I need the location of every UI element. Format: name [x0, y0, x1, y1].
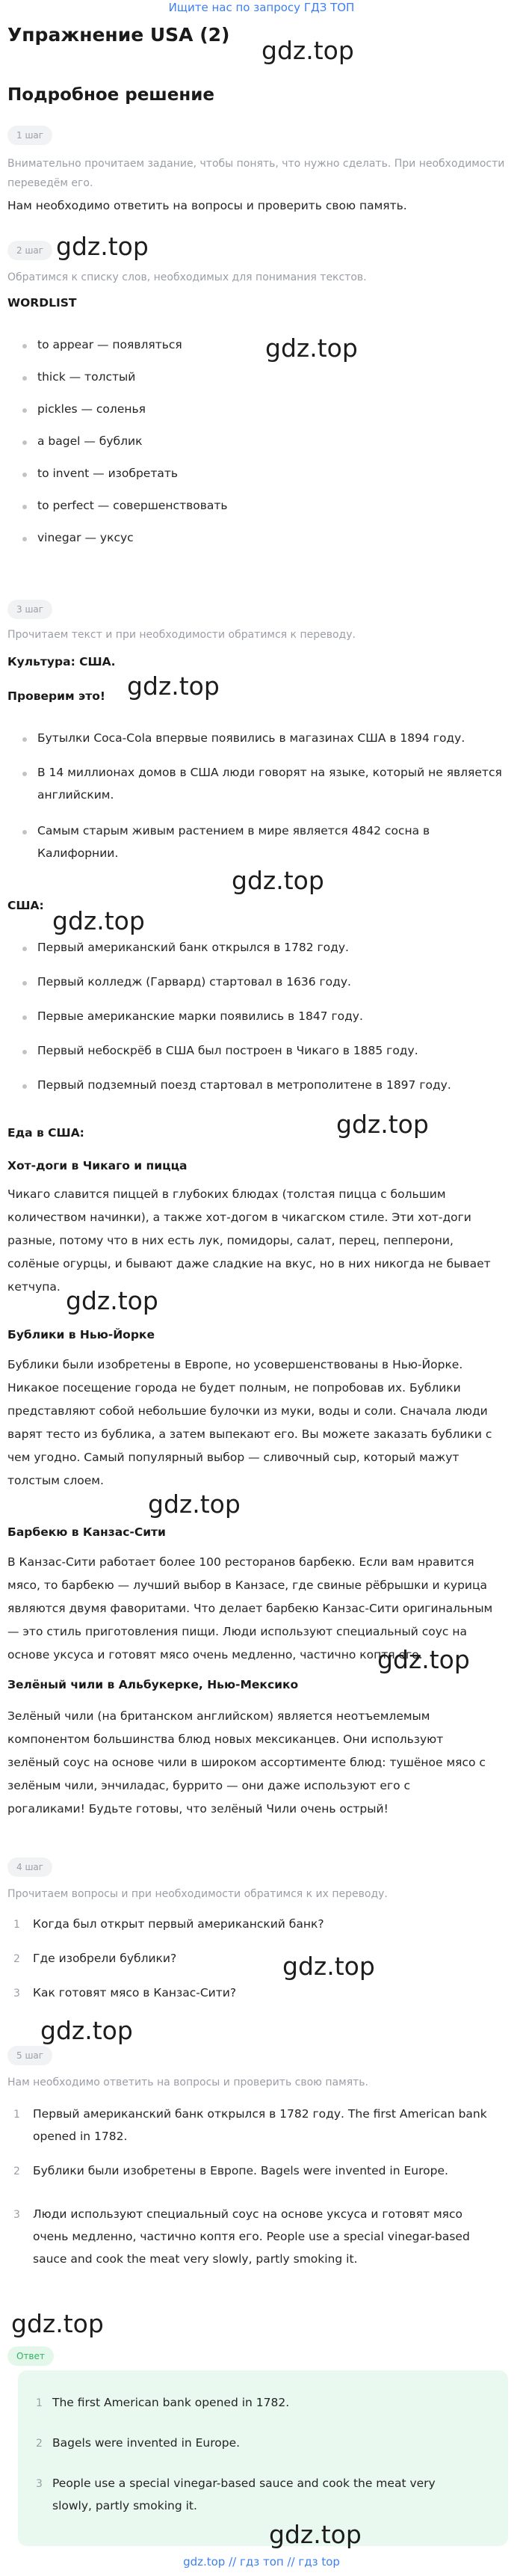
watermark: gdz.top — [148, 1490, 241, 1519]
step-instruction: переведём его. — [7, 177, 93, 189]
answer-number: 1 — [13, 2109, 20, 2121]
answer-line: opened in 1782. — [33, 2130, 128, 2143]
final-answer: slowly, partly smoking it. — [52, 2499, 197, 2512]
top-search-link[interactable]: Ищите нас по запросу ГДЗ ТОП — [168, 1, 355, 14]
bullet — [22, 440, 27, 445]
wordlist-item: to perfect — совершенствовать — [37, 499, 228, 512]
paragraph-line: основе уксуса и готовят мясо очень медленно, частично коптя его. — [7, 1648, 423, 1662]
answer-line: очень медленно, частично коптя его. People use a special vinegar-based — [33, 2230, 470, 2243]
watermark: gdz.top — [40, 2016, 133, 2045]
step-badge: 4 шаг — [7, 1857, 52, 1877]
watermark: gdz.top — [66, 1286, 158, 1315]
answer-badge: Ответ — [7, 2346, 54, 2366]
step-instruction: Нам необходимо ответить на вопросы и проверить свою память. — [7, 2077, 368, 2088]
answer-line: Люди используют специальный соус на основе уксуса и готовят мясо — [33, 2207, 462, 2221]
bagels-title: Бублики в Нью-Йорке — [7, 1328, 155, 1341]
step-instruction: Прочитаем текст и при необходимости обратимся к переводу. — [7, 629, 356, 641]
check-heading: Проверим это! — [7, 689, 105, 703]
bullet — [22, 772, 27, 776]
paragraph-line: Зелёный чили (на британском английском) является неотъемлемым — [7, 1709, 430, 1723]
paragraph-line: В Канзас-Сити работает более 100 ресторанов барбекю. Если вам нравится — [7, 1555, 474, 1569]
final-answer: People use a special vinegar-based sauce and cook the meat very — [52, 2477, 436, 2490]
step-badge: 1 шаг — [7, 126, 52, 145]
wordlist-item: pickles — соленья — [37, 402, 146, 416]
watermark: gdz.top — [11, 2309, 104, 2338]
culture-fact: Калифорнии. — [37, 846, 119, 860]
usa-item: Первый колледж (Гарвард) стартовал в 1636 году. — [37, 975, 351, 989]
step-badge: 5 шаг — [7, 2046, 52, 2065]
question: Как готовят мясо в Канзас-Сити? — [33, 1986, 237, 1999]
paragraph-line: количеством начинки), а также хот-догом в чикагском стиле. Эти хот-доги — [7, 1211, 471, 1224]
paragraph-line: Чикаго славится пиццей в глубоких блюдах (толстая пицца с большим — [7, 1187, 446, 1201]
watermark: gdz.top — [52, 906, 145, 935]
page-title: Упражнение USA (2) — [7, 24, 230, 46]
bullet — [22, 505, 27, 509]
paragraph-line: зелёный соус на основе чили в широком ассортименте блюд: тушёное мясо с — [7, 1756, 486, 1769]
answer-number: 3 — [13, 2209, 20, 2221]
step-text: Нам необходимо ответить на вопросы и проверить свою память. — [7, 199, 407, 212]
watermark: gdz.top — [377, 1645, 470, 1674]
final-answer: Bagels were invented in Europe. — [52, 2436, 241, 2450]
paragraph-line: варят тесто из бублика, а затем выпекают его. Вы можете заказать бублики с — [7, 1427, 492, 1441]
step-badge: 3 шаг — [7, 600, 52, 619]
paragraph-line: — это стиль приготовления пищи. Люди используют специальный соус на — [7, 1625, 468, 1638]
wordlist-item: a bagel — бублик — [37, 434, 143, 448]
watermark: gdz.top — [56, 232, 149, 261]
usa-item: Первый американский банк открылся в 1782 году. — [37, 941, 349, 954]
paragraph-line: чем угодно. Самый популярный выбор — сливочный сыр, который мажут — [7, 1451, 459, 1464]
culture-fact: английским. — [37, 788, 114, 802]
answer-number: 2 — [36, 2438, 43, 2450]
paragraph-line: кетчупа. — [7, 1280, 61, 1294]
wordlist-item: to appear — появляться — [37, 338, 182, 351]
bullet — [22, 947, 27, 951]
bullet — [22, 1015, 27, 1020]
watermark: gdz.top — [127, 671, 220, 701]
wordlist-item: vinegar — уксус — [37, 531, 134, 544]
paragraph-line: зелёным чили, энчиладас, буррито — они даже используют его с — [7, 1779, 411, 1792]
bbq-title: Барбекю в Канзас-Сити — [7, 1525, 166, 1539]
paragraph-line: мясо, то барбекю — лучший выбор в Канзасе, где свиные рёбрышки и курица — [7, 1579, 488, 1592]
culture-fact: В 14 миллионах домов в США люди говорят на языке, который не является — [37, 766, 502, 779]
answer-number: 3 — [36, 2478, 43, 2490]
answer-number: 2 — [13, 2165, 20, 2177]
watermark: gdz.top — [265, 333, 358, 363]
hotdogs-title: Хот-доги в Чикаго и пицца — [7, 1159, 188, 1172]
paragraph-line: Бублики были изобретены в Европе, но усовершенствованы в Нью-Йорке. — [7, 1358, 463, 1371]
paragraph-line: солёные огурцы, и бывают даже сладкие на вкус, но в них никогда не бывает — [7, 1257, 491, 1270]
step-instruction: Обратимся к списку слов, необходимых для понимания текстов. — [7, 271, 367, 283]
bullet — [22, 1084, 27, 1089]
bullet — [22, 537, 27, 541]
bullet — [22, 737, 27, 742]
answer-line: sauce and cook the meat very slowly, partly smoking it. — [33, 2252, 358, 2266]
wordlist-item: thick — толстый — [37, 370, 136, 384]
question-number: 3 — [13, 1988, 20, 1999]
answer-line: Бублики были изобретены в Европе. Bagels were invented in Europe. — [33, 2164, 448, 2177]
question: Когда был открыт первый американский банк? — [33, 1917, 324, 1931]
question-number: 1 — [13, 1919, 20, 1931]
culture-heading: Культура: США. — [7, 655, 116, 668]
watermark: gdz.top — [336, 1110, 429, 1139]
culture-fact: Самым старым живым растением в мире является 4842 сосна в — [37, 824, 430, 837]
culture-fact: Бутылки Coca-Cola впервые появились в магазинах США в 1894 году. — [37, 731, 465, 745]
question-number: 2 — [13, 1953, 20, 1965]
food-heading: Еда в США: — [7, 1126, 84, 1140]
bullet — [22, 473, 27, 477]
step-instruction: Прочитаем вопросы и при необходимости обратимся к их переводу. — [7, 1888, 388, 1900]
wordlist-heading: WORDLIST — [7, 296, 77, 310]
bullet — [22, 408, 27, 413]
watermark: gdz.top — [282, 1952, 375, 1981]
watermark: gdz.top — [269, 2520, 362, 2549]
final-answer: The first American bank opened in 1782. — [52, 2396, 290, 2409]
usa-item: Первый подземный поезд стартовал в метрополитене в 1897 году. — [37, 1078, 451, 1092]
usa-heading: США: — [7, 899, 44, 912]
bullet — [22, 344, 27, 348]
paragraph-line: являются двумя фаворитами. Что делает барбекю Канзас-Сити оригинальным — [7, 1602, 493, 1615]
answer-line: Первый американский банк открылся в 1782 году. The first American bank — [33, 2107, 487, 2121]
question: Где изобрели бублики? — [33, 1952, 177, 1965]
answer-number: 1 — [36, 2397, 43, 2409]
chili-title: Зелёный чили в Альбукерке, Нью-Мексико — [7, 1678, 299, 1691]
bullet — [22, 1050, 27, 1054]
bullet — [22, 376, 27, 381]
paragraph-line: толстым слоем. — [7, 1474, 104, 1487]
watermark: gdz.top — [232, 866, 324, 895]
bullet — [22, 981, 27, 986]
step-badge: 2 шаг — [7, 241, 52, 260]
paragraph-line: компонентом большинства блюд новых мексиканцев. Они используют — [7, 1733, 444, 1746]
watermark: gdz.top — [262, 36, 354, 65]
wordlist-item: to invent — изобретать — [37, 467, 179, 480]
footer-links[interactable]: gdz.top // гдз топ // гдз top — [183, 2555, 340, 2569]
usa-item: Первый небоскрёб в США был построен в Чикаго в 1885 году. — [37, 1044, 418, 1057]
usa-item: Первые американские марки появились в 1847 году. — [37, 1009, 363, 1023]
step-instruction: Внимательно прочитаем задание, чтобы понять, что нужно сделать. При необходимости — [7, 158, 505, 170]
paragraph-line: рогаликами! Будьте готовы, что зелёный Чили очень острый! — [7, 1802, 389, 1816]
paragraph-line: разные, потому что в них есть лук, помидоры, салат, перец, пепперони, — [7, 1234, 454, 1247]
section-title: Подробное решение — [7, 85, 214, 105]
bullet — [22, 830, 27, 834]
paragraph-line: Никакое посещение города не будет полным, не попробовав их. Бублики — [7, 1381, 461, 1395]
paragraph-line: представляют собой небольшие булочки из муки, воды и соли. Сначала люди — [7, 1404, 488, 1418]
